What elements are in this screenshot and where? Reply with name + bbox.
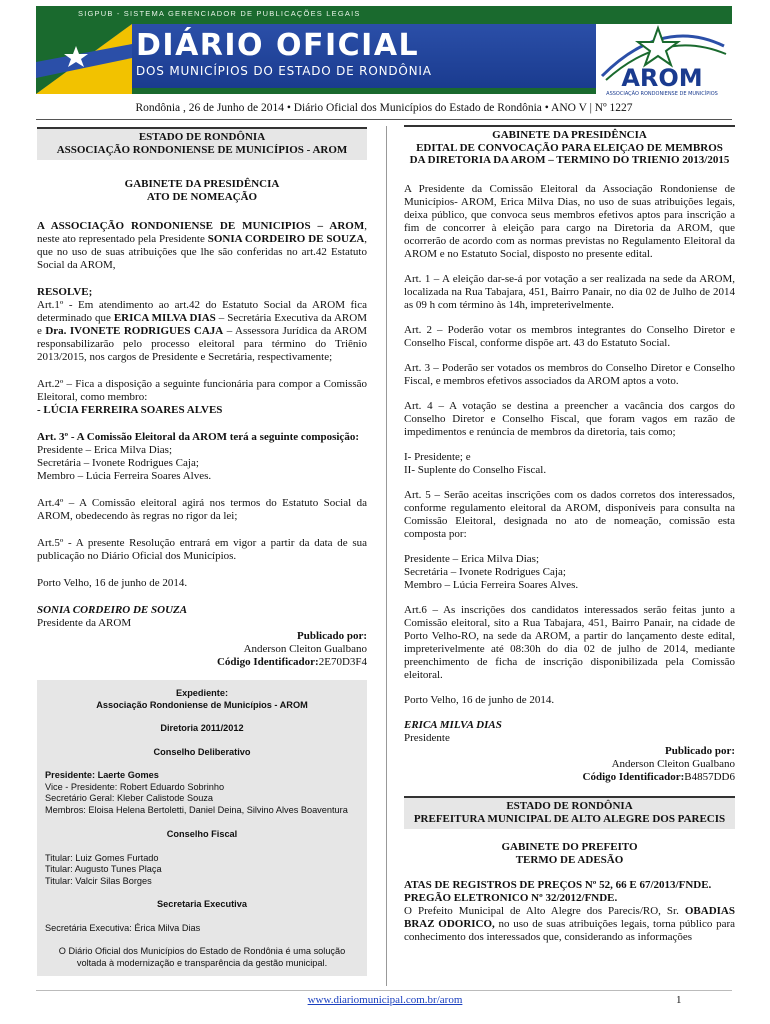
edital-publisher-name: Anderson Cleiton Gualbano [611,757,735,770]
article-1-text-1: Art.1º - Em atendimento ao art.42 do Estatuto Social da AROM fica determinado que [37,299,367,324]
arom-logo-caption: ASSOCIAÇÃO RONDONIENSE DE MUNICÍPIOS [606,91,718,97]
act-article-1 [37,299,367,364]
termo-name: TERMO DE ADESÃO [515,853,624,866]
masthead-banner [36,6,732,98]
page-number: 1 [676,994,682,1006]
expediente-directory: Diretoria 2011/2012 [160,723,244,733]
titular-3: Titular: Valcir Silas Borges [45,875,152,886]
masthead-subtitle: DOS MUNICÍPIOS DO ESTADO DE RONDÔNIA [136,64,432,78]
edital-header [404,125,735,169]
edital-item-2: II- Suplente do Conselho Fiscal. [404,463,547,476]
edital-identifier-label: Código Identificador: [582,770,685,783]
act-preamble-president: SONIA CORDEIRO DE SOUZA [207,233,365,245]
act-article-5: Art.5º - A presente Resolução entrará em vigor a partir da data de sua publicação no Diário Oficial dos Municípios. [37,537,367,562]
article-2-text: Art.2º – Fica a disposição a seguinte funcionária para compor a Comissão Eleitoral, como membro: [37,378,367,403]
identifier-code-label: Código Identificador: [216,656,319,668]
secretaria-executiva-line: Secretária Executiva: Érica Milva Dias [45,922,201,933]
termo-cabinet: GABINETE DO PREFEITO [501,840,638,853]
expediente-title: Expediente: [175,688,229,698]
act-article-4: Art.4º – A Comissão eleitoral agirá nos termos do Estatuto Social da AROM, obedecendo às regras no rigor da lei; [37,497,367,522]
expediente-header [45,688,359,711]
conselho-deliberativo-list [45,770,359,816]
conselho-fiscal-list [45,853,359,888]
act-preamble-org: A ASSOCIAÇÃO RONDONIENSE DE MUNICIPIOS – AROM [37,220,365,232]
left-column [37,127,367,669]
identifier-code: 2E70D3F4 [318,656,367,668]
termo-body-text-1: O Prefeito Municipal de Alto Alegre dos Parecis/RO, Sr. [404,904,685,917]
publisher-name: Anderson Cleiton Gualbano [243,643,367,655]
edital-composition-1: Presidente – Erica Milva Dias; [404,552,540,565]
masthead-title: DIÁRIO OFICIAL [136,28,420,63]
act-name: ATO DE NOMEAÇÃO [146,191,258,203]
article-2-member: - LÚCIA FERREIRA SOARES ALVES [37,404,223,416]
act-title [37,178,367,204]
identifier-code-line [37,656,367,669]
termo-body-text-2: no uso de suas atribuições legais, torna público para conhecimento dos interessados que, considerando as informações [404,917,735,943]
expediente-closing: O Diário Oficial dos Municípios do Estado de Rondônia é uma solução voltada à modernização e transparência da gestão municipal. [58,946,346,968]
edital-composition [404,553,735,592]
right-column [404,125,735,953]
edital-signatory-name: ERICA MILVA DIAS [404,718,502,731]
edital-article-4: Art. 4 – A votação se destina a preencher a vacância dos cargos do Conselho Diretor e Conselho Fiscal, que foram vagos em razão de impedimentos e renúncia de membros da diretoria, tais como; [404,399,735,438]
arom-logo [592,6,732,98]
act-cabinet: GABINETE DA PRESIDÊNCIA [124,178,280,190]
section-header-state: ESTADO DE RONDÔNIA [138,131,266,143]
act-preamble [37,220,367,272]
section-header-alto-alegre [404,796,735,829]
article-1-text-3: – Assessora Jurídica da AROM responsabilizarão pelo processo eleitoral para término do Triênio 2013/2015, nos cargos de Presidente e Secretária, respectivamente; [37,325,367,363]
termo-body [404,905,735,944]
secretario-geral-line: Secretário Geral: Kleber Calistode Souza [45,793,214,803]
conselho-deliberativo-heading: Conselho Deliberativo [153,746,251,757]
signatory-name: SONIA CORDEIRO DE SOUZA [37,604,188,616]
edital-title: EDITAL DE CONVOCAÇÃO PARA ELEIÇAO DE MEMBROS DA DIRETORIA DA AROM – TERMINO DO TRIENIO 2013/2015 [409,141,730,166]
article-3-line-1: Presidente – Erica Milva Dias; [37,444,173,456]
article-3-heading: Art. 3º - A Comissão Eleitoral da AROM terá a seguinte composição: [37,431,359,443]
vice-line: Vice - Presidente: Robert Eduardo Sobrinho [45,781,225,792]
article-1-text-2: – Secretária Executiva da AROM e [37,312,367,337]
rondonia-flag-icon [36,24,132,94]
act-article-2 [37,378,367,417]
act-place-date: Porto Velho, 16 de junho de 2014. [37,577,188,589]
titular-1: Titular: Luiz Gomes Furtado [45,852,159,863]
article-3-line-2: Secretária – Ivonete Rodrigues Caja; [37,457,199,469]
section-header-state-2: ESTADO DE RONDÔNIA [506,799,633,812]
header-divider [36,119,732,120]
article-1-name-1: ERICA MILVA DIAS [113,312,216,324]
edital-article-5: Art. 5 – Serão aceitas inscrições com os dados corretos dos interessados, conforme regulamento eleitoral da AROM, disponíveis para consulta na Comissão Eleitoral, designada no ato de nomeação, comissão esta composta por: [404,488,735,540]
edital-items [404,451,735,477]
section-header-org: ASSOCIAÇÃO RONDONIENSE DE MUNICÍPIOS - AROM [56,144,348,156]
signatory-role: Presidente da AROM [37,617,132,629]
edital-article-3: Art. 3 – Poderão ser votados os membros do Conselho Diretor e Conselho Fiscal, e membros efetivos associados da AROM aptos a voto. [404,361,735,387]
atas-heading: ATAS DE REGISTROS DE PREÇOS Nº 52, 66 E 67/2013/FNDE. PREGÃO ELETRONICO Nº 32/2012/FNDE. [404,878,712,904]
edital-item-1: I- Presidente; e [404,450,471,463]
act-preamble-text-1: , neste ato representado pela Presidente [37,220,367,245]
edital-place-date: Porto Velho, 16 de junho de 2014. [404,693,555,706]
footer-website-link[interactable]: www.diariomunicipal.com.br/arom [307,994,463,1006]
section-header-prefeitura: PREFEITURA MUNICIPAL DE ALTO ALEGRE DOS PARECIS [413,812,726,825]
issue-dateline: Rondônia , 26 de Junho de 2014 • Diário Oficial dos Municípios do Estado de Rondônia • ANO V | Nº 1227 [135,102,633,114]
termo-body-mayor: OBADIAS BRAZ ODORICO, [404,904,735,930]
edital-published-by-label: Publicado por: [665,744,735,757]
section-header-arom [37,127,367,160]
article-3-line-3: Membro – Lúcia Ferreira Soares Alves. [37,470,212,482]
termo-title [404,841,735,867]
membros-line: Membros: Eloisa Helena Bertoletti, Daniel Deina, Silvino Alves Boaventura [45,804,348,815]
act-article-3 [37,431,367,483]
article-1-name-2: Dra. IVONETE RODRIGUES CAJA [45,325,224,337]
edital-signatory-role: Presidente [404,731,450,744]
resolve-heading: RESOLVE; [37,286,93,298]
edital-identifier-code: B4857DD6 [684,770,735,783]
edital-identifier-line [404,771,735,784]
expediente-box [37,680,367,976]
edital-article-6: Art.6 – As inscrições dos candidatos interessados serão feitas junto a Comissão eleitoral, sito a Rua Tabajara, 451, Bairro Panair, na cidade de Porto Velho-RO, na sede da AROM, a partir do lançamento deste edital, impreterivelmente até 08:30h do dia 02 de julho de 2014, mediante preenchimento de ficha de inscrição disponibilizada pela Comissão eleitoral. [404,603,735,681]
titular-2: Titular: Augusto Tunes Plaça [45,864,162,874]
edital-intro: A Presidente da Comissão Eleitoral da Associação Rondoniense de Municípios- AROM, Erica Milva Dias, no uso de suas atribuições legais, deixa público, que convoca seus membros efetivos aptos para inscrição a fim de concorrer à eleição para cargo na Diretoria da AROM, que ocorrerão de acordo com as normas previstas no Regulamento Eleitoral da AROM e no Estatuto Social, disposto no presente edital. [404,182,735,260]
edital-cabinet: GABINETE DA PRESIDÊNCIA [492,129,647,141]
edital-article-1: Art. 1 – A eleição dar-se-á por votação a ser realizada na sede da AROM, localizada na Rua Tabajara, 451, Bairro Panair, no dia 02 de Julho de 2014 as 09 h com término às 14h, impreterivelmente. [404,272,735,311]
edital-composition-3: Membro – Lúcia Ferreira Soares Alves. [404,578,579,591]
expediente-org: Associação Rondoniense de Municípios - AROM [96,699,308,710]
edital-article-2: Art. 2 – Poderão votar os membros integrantes do Conselho Diretor e Conselho Fiscal, conforme dispõe art. 43 do Estatuto Social. [404,323,735,349]
published-by-label: Publicado por: [297,630,367,642]
system-line: SIGPUB - SISTEMA GERENCIADOR DE PUBLICAÇÕES LEGAIS [78,9,361,18]
act-preamble-text-2: , que no uso de suas atribuições que lhe são conferidas no art.42 Estatuto Social da AROM, [37,233,368,271]
arom-logo-text: AROM [621,64,703,92]
presidente-line: Presidente: Laerte Gomes [45,770,159,780]
secretaria-executiva-heading: Secretaria Executiva [157,899,247,909]
conselho-fiscal-heading: Conselho Fiscal [166,829,238,839]
column-divider [386,126,387,986]
footer-divider [36,990,732,991]
edital-composition-2: Secretária – Ivonete Rodrigues Caja; [404,565,566,578]
